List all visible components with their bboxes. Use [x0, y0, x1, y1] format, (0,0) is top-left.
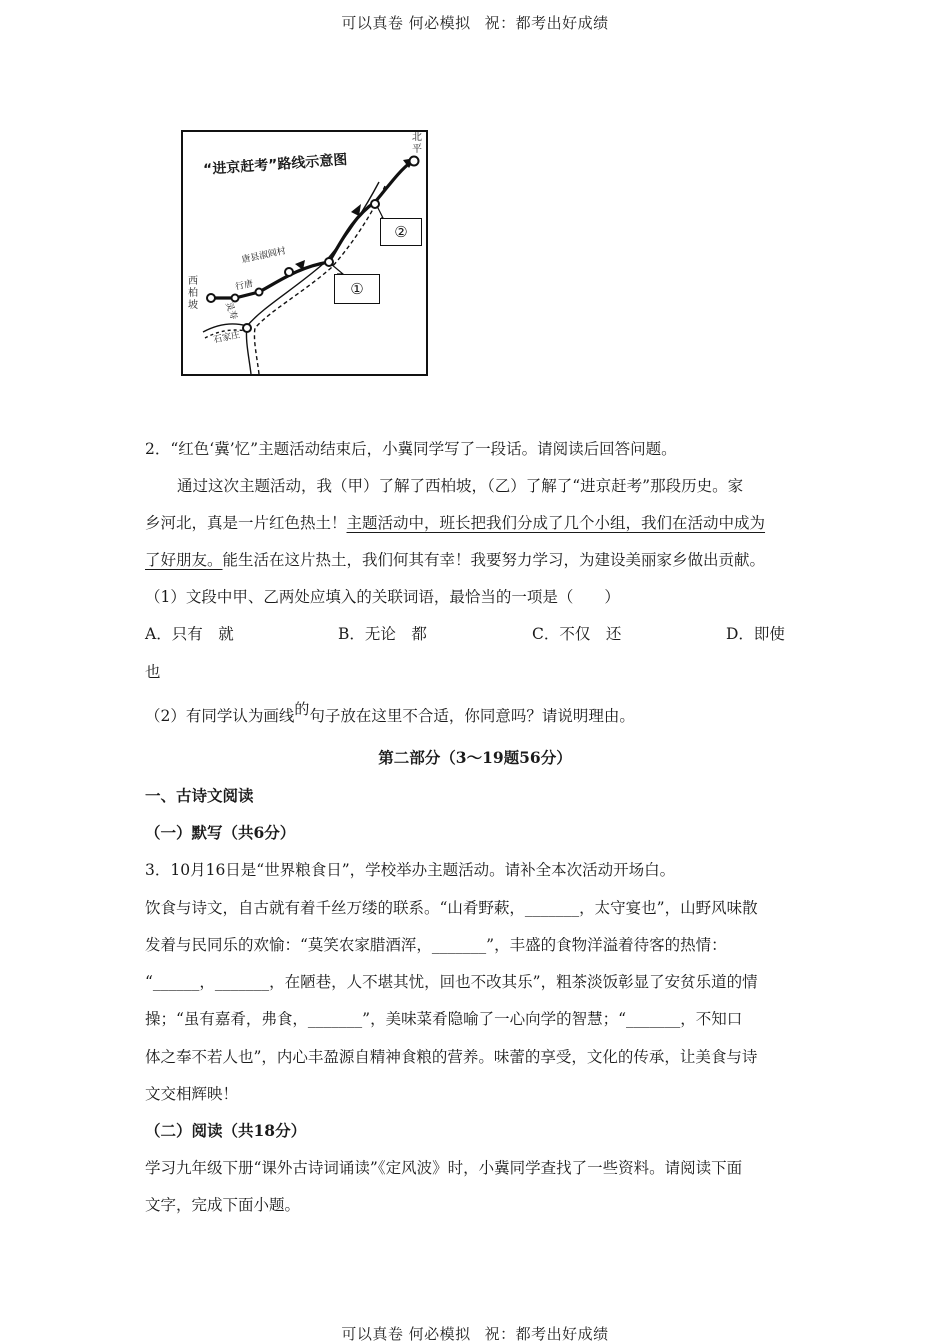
q2-underlined-sentence-part1: 主题活动中，班长把我们分成了几个小组，我们在活动中成为 — [346, 514, 766, 532]
section-classical-reading: 一、古诗文阅读 — [145, 786, 254, 805]
q3-line3: “______，_______，在陋巷，人不堪其忧，回也不改其乐”，粗茶淡饭彰显了安贫乐道的情 — [145, 973, 758, 991]
q2-paragraph-line2 — [145, 511, 765, 533]
subsection-dictation: （一）默写（共6分） — [145, 823, 296, 842]
reading-intro-line2: 文字，完成下面小题。 — [145, 1196, 301, 1214]
part2-title: 第二部分（3～19题56分） — [378, 748, 572, 767]
q2-paragraph-line3 — [145, 548, 765, 570]
footer-right: 祝：都考出好成绩 — [484, 1325, 609, 1343]
q2-sub1: （1）文段中甲、乙两处应填入的关联词语，最恰当的一项是（ ） — [145, 588, 620, 606]
subsection-reading: （二）阅读（共18分） — [145, 1121, 307, 1140]
footer-left: 可以真卷 何必模拟 — [341, 1325, 471, 1343]
q2-sub2-pre: （2）有同学认为画线 — [145, 707, 295, 725]
reading-intro-line1: 学习九年级下册“课外古诗词诵读”《定风波》时，小冀同学查找了一些资料。请阅读下面 — [145, 1159, 743, 1177]
q3-line4: 操；“虽有嘉肴，弗食，_______”，美味菜肴隐喻了一心向学的智慧；“_______，不知口 — [145, 1010, 743, 1028]
q2-option-c: C．不仅 还 — [532, 625, 622, 643]
q2-option-b: B．无论 都 — [338, 625, 427, 643]
route-map — [181, 130, 428, 376]
map-marker-1: ① — [334, 274, 380, 304]
label-xingtang: 行唐 — [234, 279, 255, 293]
q3-line6: 文交相辉映！ — [145, 1085, 239, 1103]
page-header — [0, 12, 950, 33]
q3-stem: 3．10月16日是“世界粮食日”，学校举办主题活动。请补全本次活动开场白。 — [145, 861, 676, 879]
q3-line1: 饮食与诗文，自古就有着千丝万缕的联系。“山肴野蔌，_______，太守宴也”，山野风味散 — [145, 899, 758, 917]
q2-sub2 — [145, 700, 635, 726]
map-title: “进京赶考”路线示意图 — [202, 151, 348, 179]
q2-line3-text: 能生活在这片热土，我们何其有幸！我要努力学习，为建设美丽家乡做出贡献。 — [222, 551, 766, 569]
label-lingshou: 灵寿 — [222, 300, 239, 322]
q2-stem: 2．“红色‘冀’忆”主题活动结束后，小冀同学写了一段话。请阅读后回答问题。 — [145, 440, 677, 458]
label-shijiazhuang: 石家庄 — [212, 330, 242, 346]
q2-option-a: A．只有 就 — [145, 625, 234, 643]
q2-underlined-sentence-part2: 了好朋友。 — [145, 551, 223, 569]
q2-sub2-post: 句子放在这里不合适，你同意吗？请说明理由。 — [309, 707, 635, 725]
map-marker-2: ② — [380, 218, 422, 246]
label-beiping: 北平 — [412, 132, 422, 155]
q3-line2: 发着与民同乐的欢愉：“莫笑农家腊酒浑，_______”，丰盛的食物洋溢着待客的热情： — [145, 936, 727, 954]
page-footer — [0, 1323, 950, 1344]
q2-paragraph-line1: 通过这次主题活动，我（甲）了解了西柏坡，（乙）了解了“进京赶考”那段历史。家 — [177, 477, 744, 495]
q3-line5: 体之奉不若人也”，内心丰盈源自精神食粮的营养。味蕾的享受，文化的传承，让美食与诗 — [145, 1048, 758, 1066]
header-left: 可以真卷 何必模拟 — [341, 14, 471, 32]
header-right: 祝：都考出好成绩 — [484, 14, 609, 32]
q2-sub2-sup: 的 — [294, 700, 310, 718]
q2-option-d: D．即使 — [726, 625, 785, 643]
label-xibaipo: 西柏坡 — [188, 276, 198, 311]
q2-option-d-wrap: 也 — [145, 663, 161, 681]
label-tangxian: 唐县淑闾村 — [240, 246, 287, 266]
q2-line2-text: 乡河北，真是一片红色热土！ — [145, 514, 347, 532]
